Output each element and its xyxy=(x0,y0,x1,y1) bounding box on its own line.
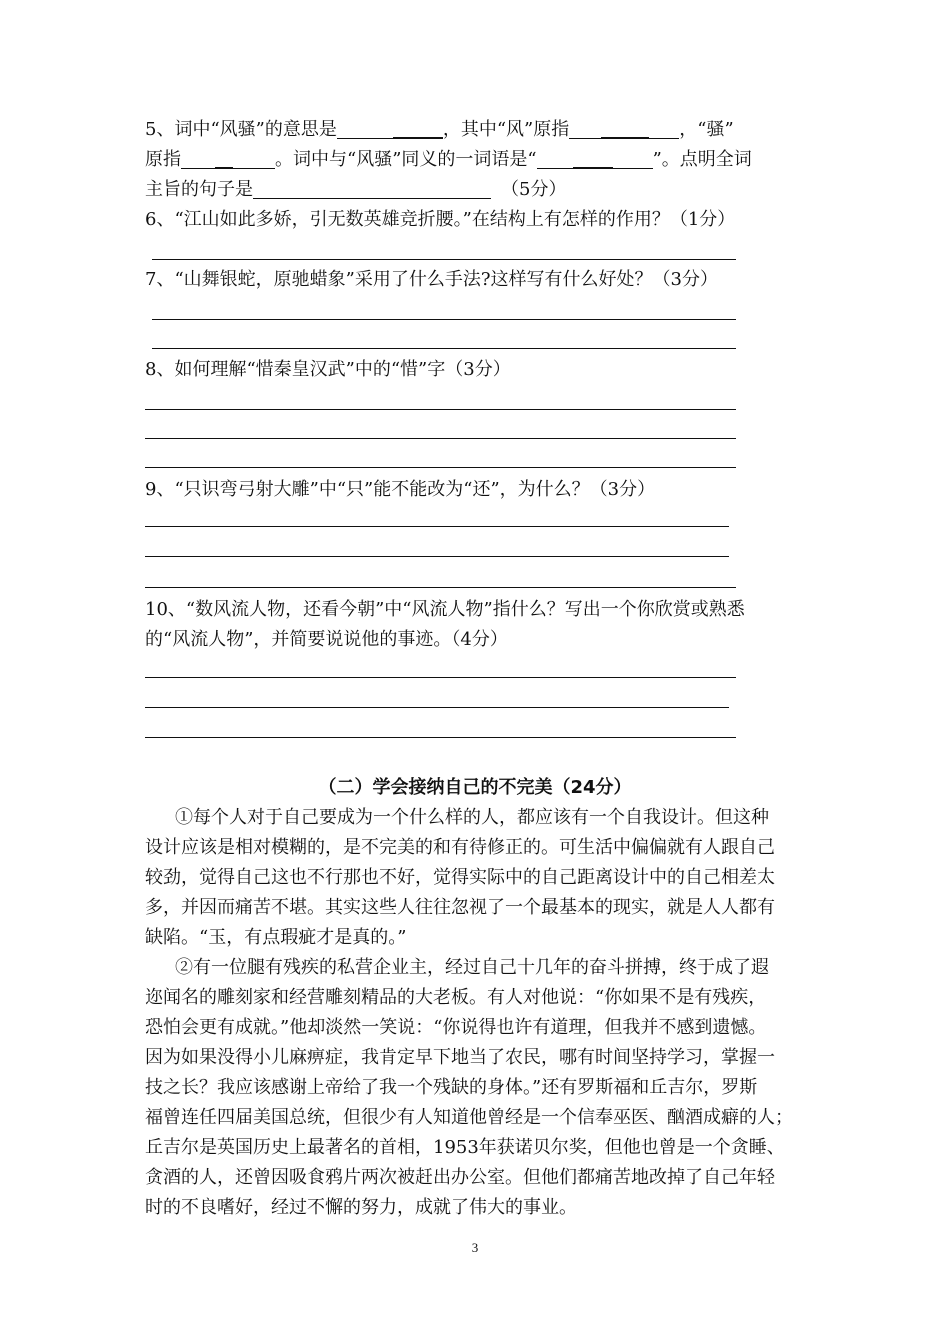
q5-line2: 原指 。词中与“风骚”同义的一词语是“ ”。点明全词 xyxy=(145,149,752,170)
q5-blank-feng-b[interactable] xyxy=(601,119,649,139)
q10-answer-line-1[interactable] xyxy=(145,677,736,678)
q5-blank-synonym-a[interactable] xyxy=(537,150,573,169)
q5-blank-theme-sentence[interactable] xyxy=(253,180,491,199)
q6-text: 6、“江山如此多娇，引无数英雄竞折腰。”在结构上有怎样的作用？（1分） xyxy=(145,209,736,230)
q5-blank-feng-c[interactable] xyxy=(649,120,679,139)
q9-answer-line-1[interactable] xyxy=(145,526,729,527)
q5-blank-meaning-a[interactable] xyxy=(337,120,393,139)
q5-line1: 5、词中“风骚”的意思是 ，其中“风”原指 ，“骚” xyxy=(145,119,734,140)
q8-answer-line-2[interactable] xyxy=(145,438,736,439)
q5-blank-meaning-b[interactable] xyxy=(393,119,443,139)
q5-blank-feng-a[interactable] xyxy=(569,120,601,139)
q5-blank-synonym-b[interactable] xyxy=(573,149,613,169)
q6-answer-line-1[interactable] xyxy=(152,259,736,260)
q8-answer-line-3[interactable] xyxy=(145,467,736,468)
q9-answer-line-3[interactable] xyxy=(145,587,736,588)
passage-p2-line: 恐怕会更有成就。”他却淡然一笑说：“你说得也许有道理，但我并不感到遗憾。 xyxy=(145,1017,767,1038)
q10-text-line1: 10、“数风流人物，还看今朝”中“风流人物”指什么？写出一个你欣赏或熟悉 xyxy=(145,599,745,620)
q9-text: 9、“只识弯弓射大雕”中“只”能不能改为“还”，为什么？（3分） xyxy=(145,479,656,500)
passage-p2-line: ②有一位腿有残疾的私营企业主，经过自己十几年的奋斗拼搏，终于成了遐 xyxy=(175,957,769,978)
passage-p1-line: 设计应该是相对模糊的，是不完美的和有待修正的。可生活中偏偏就有人跟自己 xyxy=(145,837,775,858)
q8-answer-line-1[interactable] xyxy=(145,409,736,410)
q10-answer-line-2[interactable] xyxy=(145,707,729,708)
q10-answer-line-3[interactable] xyxy=(145,737,736,738)
q5-blank-sao-a[interactable] xyxy=(181,150,215,169)
page-number: 3 xyxy=(471,1240,479,1255)
q7-answer-line-1[interactable] xyxy=(152,319,736,320)
q5-blank-synonym-c[interactable] xyxy=(613,150,653,169)
passage-p2-line: 福曾连任四届美国总统，但很少有人知道他曾经是一个信奉巫医、酗酒成癖的人； xyxy=(145,1107,793,1128)
q9-answer-line-2[interactable] xyxy=(145,556,729,557)
q8-text: 8、如何理解“惜秦皇汉武”中的“惜”字（3分） xyxy=(145,359,511,380)
passage-p2-line: 迩闻名的雕刻家和经营雕刻精品的大老板。有人对他说：“你如果不是有残疾， xyxy=(145,987,767,1008)
passage-p1-line: 缺陷。“玉，有点瑕疵才是真的。” xyxy=(145,927,407,948)
passage-p2-line: 时的不良嗜好，经过不懈的努力，成就了伟大的事业。 xyxy=(145,1197,577,1218)
passage-title: （二）学会接纳自己的不完美（24分） xyxy=(318,777,632,798)
passage-p2-line: 丘吉尔是英国历史上最著名的首相，1953年获诺贝尔奖，但他也曾是一个贪睡、 xyxy=(145,1137,785,1158)
passage-p1-line: 较劲，觉得自己这也不行那也不好，觉得实际中的自己距离设计中的自己相差太 xyxy=(145,867,775,888)
passage-p2-line: 贪酒的人，还曾因吸食鸦片两次被赶出办公室。但他们都痛苦地改掉了自己年轻 xyxy=(145,1167,775,1188)
passage-p1-line: ①每个人对于自己要成为一个什么样的人，都应该有一个自我设计。但这种 xyxy=(175,807,769,828)
q7-answer-line-2[interactable] xyxy=(152,348,736,349)
q7-text: 7、“山舞银蛇，原驰蜡象”采用了什么手法?这样写有什么好处？（3分） xyxy=(145,269,718,290)
q5-line3: 主旨的句子是 （5分） xyxy=(145,179,567,200)
q5-blank-sao-c[interactable] xyxy=(233,150,275,169)
passage-p2-line: 技之长？我应该感谢上帝给了我一个残缺的身体。”还有罗斯福和丘吉尔，罗斯 xyxy=(145,1077,758,1098)
q10-text-line2: 的“风流人物”，并简要说说他的事迹。（4分） xyxy=(145,629,508,650)
passage-p2-line: 因为如果没得小儿麻痹症，我肯定早下地当了农民，哪有时间坚持学习，掌握一 xyxy=(145,1047,775,1068)
passage-p1-line: 多，并因而痛苦不堪。其实这些人往往忽视了一个最基本的现实，就是人人都有 xyxy=(145,897,775,918)
q5-blank-sao-b[interactable] xyxy=(215,149,233,169)
